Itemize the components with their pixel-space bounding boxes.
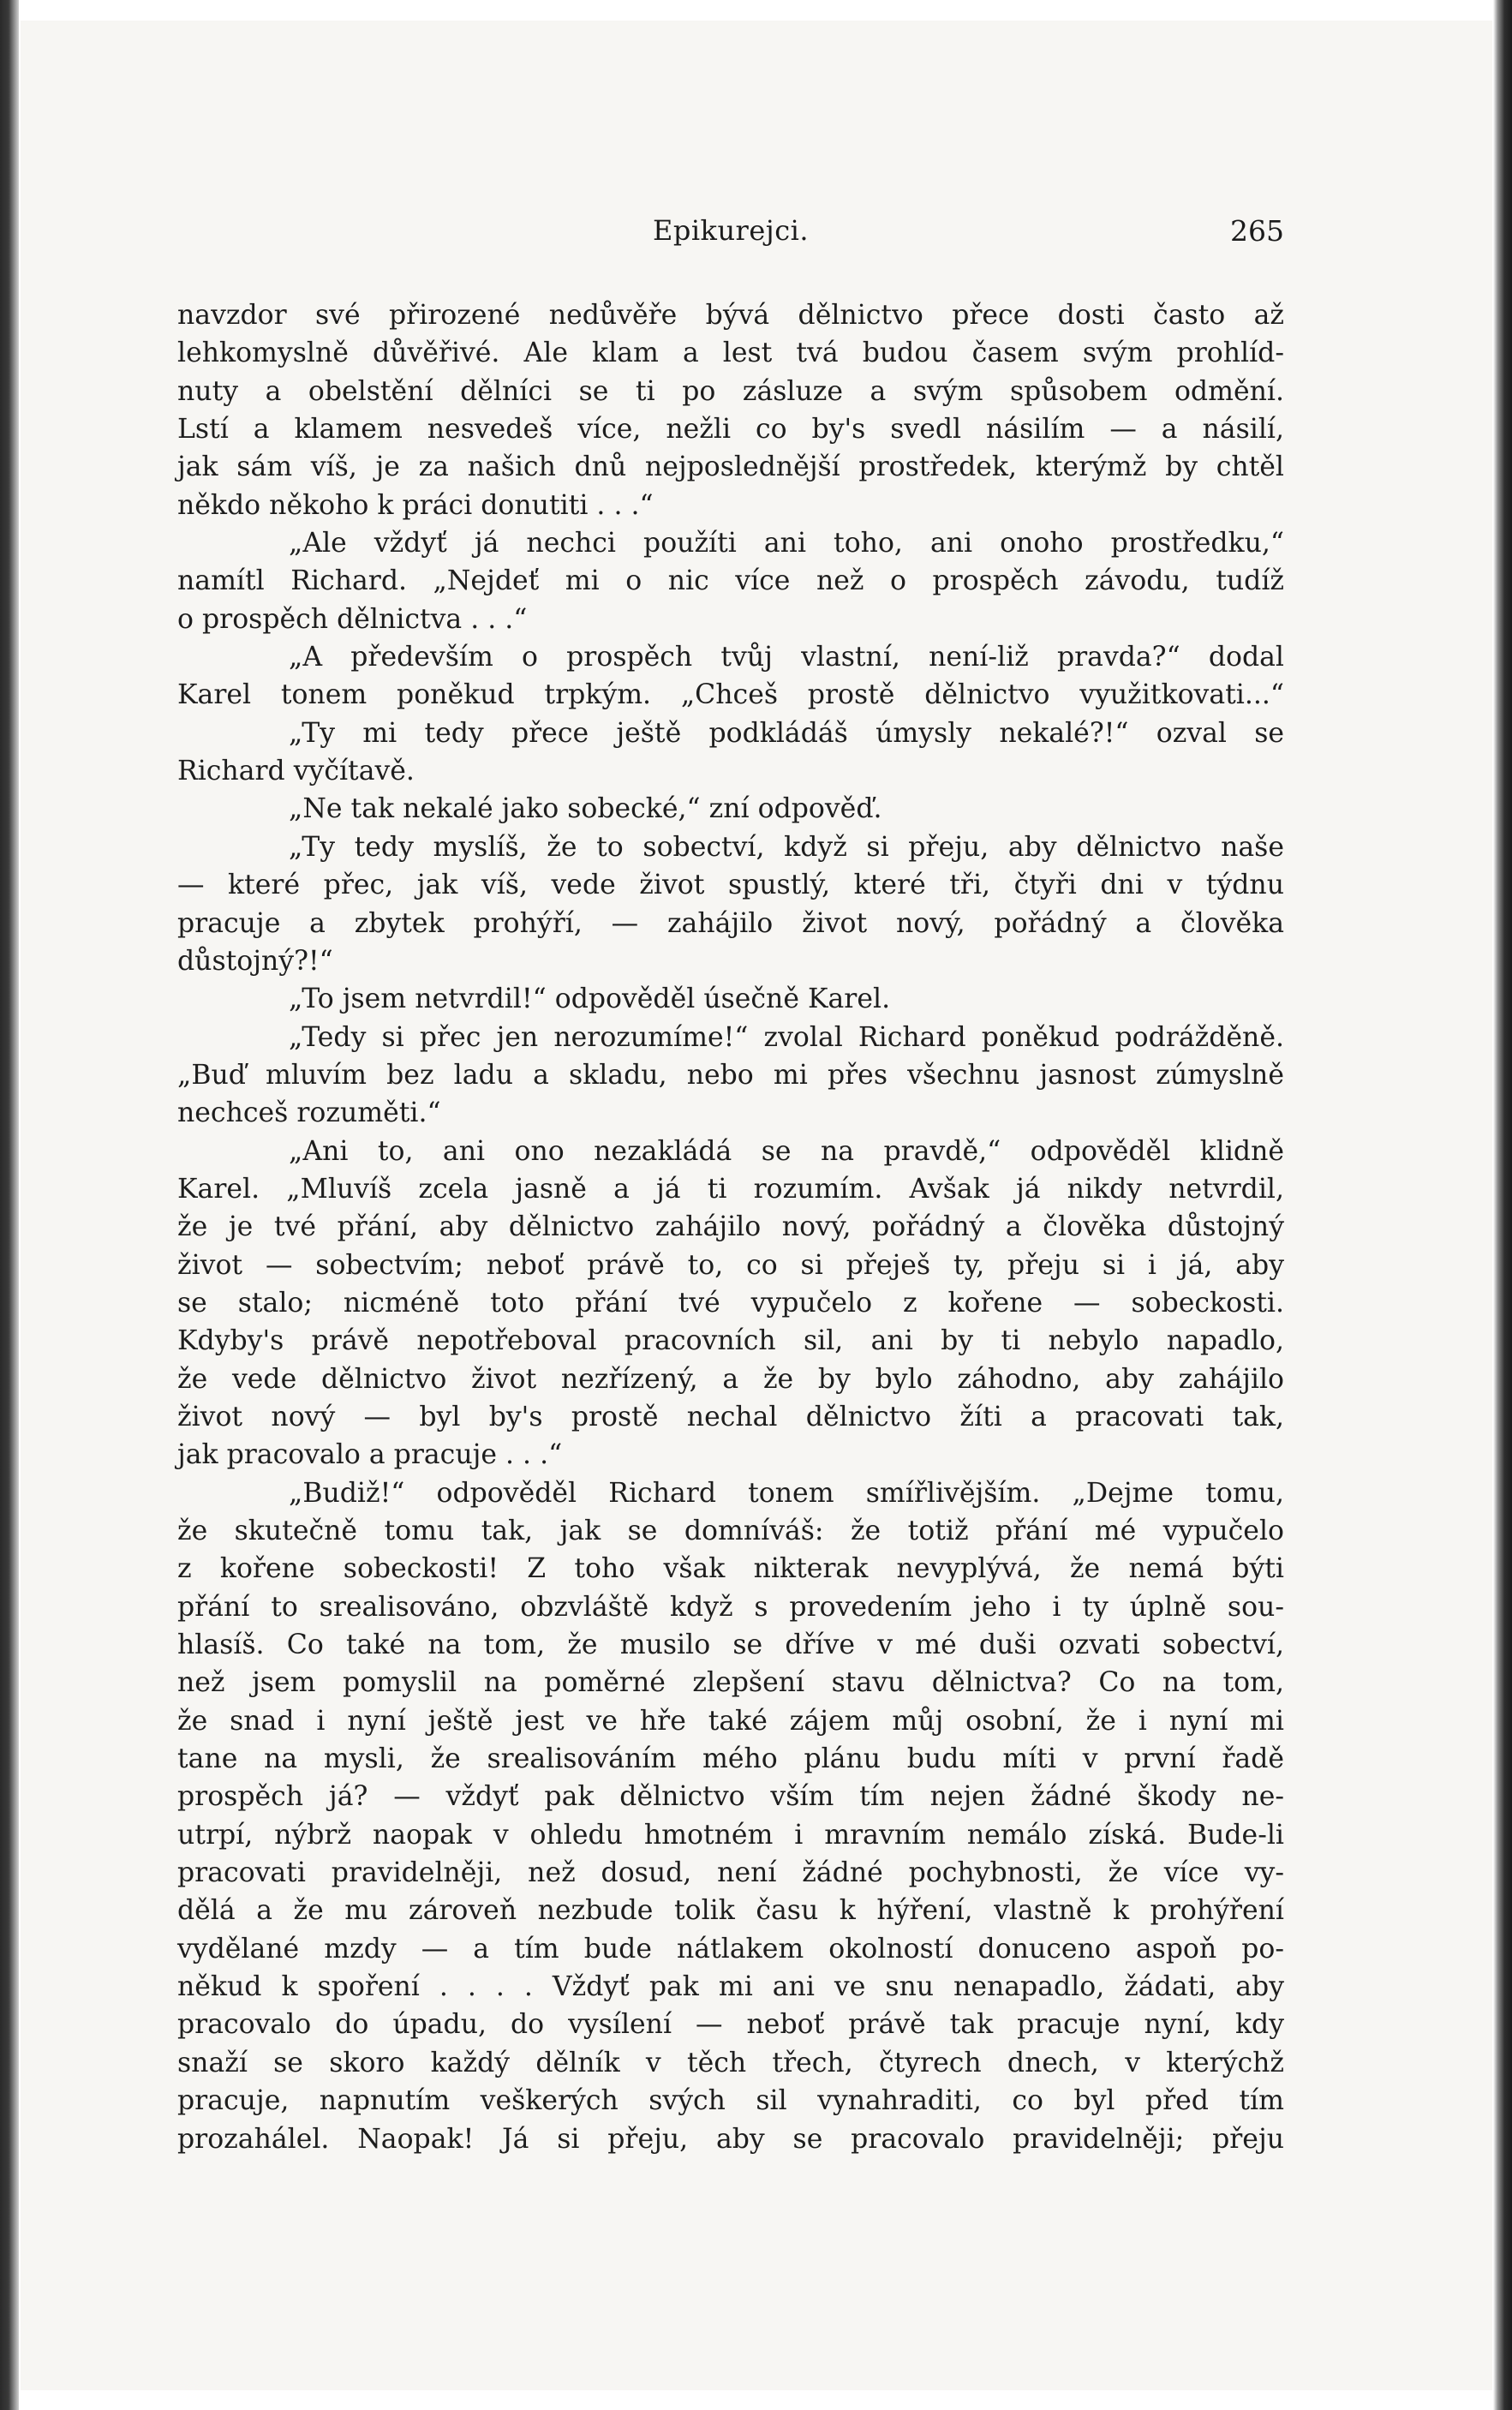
text-line: že vede dělnictvo život nezřízený, a že by bylo záhodno, aby zahájilo [177, 1363, 1284, 1395]
text-line: „A především o prospěch tvůj vlastní, není-liž pravda?“ dodal [289, 642, 1284, 673]
text-line: přání to srealisováno, obzvláště když s provedením jeho i ty úplně sou- [177, 1591, 1284, 1623]
book-spine-shadow [0, 0, 19, 2410]
text-line: se stalo; nicméně toto přání tvé vypučelo z kořene — sobeckosti. [177, 1287, 1284, 1319]
text-line: „Buď mluvím bez ladu a skladu, nebo mi přes všechnu jasnost zúmyslně [177, 1059, 1284, 1091]
text-line: nuty a obelstění dělníci se ti po zásluze a svým spůsobem odmění. [177, 375, 1284, 407]
text-line: „Tedy si přec jen nerozumíme!“ zvolal Richard poněkud podrážděně. [289, 1021, 1284, 1053]
text-line: „Ale vždyť já nechci použíti ani toho, ani onoho prostředku,“ [289, 528, 1284, 559]
text-line: „Budiž!“ odpověděl Richard tonem smířlivějším. „Dejme tomu, [289, 1477, 1284, 1509]
text-line: dělá a že mu zároveň nezbude tolik času k hýření, vlastně k prohýření [177, 1895, 1284, 1927]
text-line: namítl Richard. „Nejdeť mi o nic více než o prospěch závodu, tudíž [177, 565, 1284, 597]
text-line: lehkomyslně důvěřivé. Ale klam a lest tvá budou časem svým prohlíd- [177, 338, 1284, 369]
text-line: že skutečně tomu tak, jak se domníváš: že totiž přání mé vypučelo [177, 1516, 1284, 1546]
text-line: nechceš rozuměti.“ [177, 1097, 441, 1129]
text-line: jak sám víš, je za našich dnů nejposlednější prostředek, kterýmž by chtěl [177, 452, 1284, 483]
text-line: z kořene sobeckosti! Z toho však nikterak nevyplývá, že nemá býti [177, 1553, 1284, 1585]
text-line: život — sobectvím; neboť právě to, co si přeješ ty, přeju si i já, aby [177, 1249, 1284, 1281]
page-header [177, 214, 1284, 266]
page-edge-shadow [1493, 0, 1512, 2410]
text-line: než jsem pomyslil na poměrné zlepšení stavu dělnictva? Co na tom, [177, 1667, 1284, 1699]
text-line: tane na mysli, že srealisováním mého plánu budu míti v první řadě [177, 1743, 1284, 1775]
text-line: prozahálel. Naopak! Já si přeju, aby se pracovalo pravidelněji; přeju [177, 2123, 1284, 2155]
text-line: navzdor své přirozené nedůvěře bývá dělnictvo přece dosti často až [177, 300, 1284, 331]
text-line: že snad i nyní ještě jest ve hře také zájem můj osobní, že i nyní mi [177, 1705, 1284, 1737]
text-line: o prospěch dělnictva . . .“ [177, 603, 528, 635]
text-line: vydělané mzdy — a tím bude nátlakem okolností donuceno aspoň po- [177, 1933, 1284, 1964]
text-line: Karel. „Mluvíš zcela jasně a já ti rozumím. Avšak já nikdy netvrdil, [177, 1173, 1284, 1205]
text-line: prospěch já? — vždyť pak dělnictvo vším tím nejen žádné škody ne- [177, 1781, 1284, 1813]
text-line: — které přec, jak víš, vede život spustlý, které tři, čtyři dni v týdnu [177, 870, 1284, 901]
text-line: pracuje, napnutím veškerých svých sil vynahraditi, co byl před tím [177, 2085, 1284, 2117]
text-line: někdo někoho k práci donutiti . . .“ [177, 489, 654, 521]
text-line: hlasíš. Co také na tom, že musilo se dříve v mé duši ozvati sobectví, [177, 1630, 1284, 1661]
text-line: Lstí a klamem nesvedeš více, nežli co by's svedl násilím — a násilí, [177, 414, 1284, 446]
text-line: snaží se skoro každý dělník v těch třech, čtyrech dnech, v kterýchž [177, 2047, 1284, 2078]
text-line: Karel tonem poněkud trpkým. „Chceš prostě dělnictvo využitkovati...“ [177, 679, 1284, 711]
running-title: Epikurejci. [652, 214, 810, 247]
page-number: 265 [1230, 214, 1284, 248]
text-line: „Ty mi tedy přece ještě podkládáš úmysly nekalé?!“ ozval se [289, 717, 1284, 749]
text-line: život nový — byl by's prostě nechal dělnictvo žíti a pracovati tak, [177, 1401, 1284, 1432]
text-line: pracovati pravidelněji, než dosud, není žádné pochybnosti, že více vy- [177, 1857, 1284, 1889]
text-line: utrpí, nýbrž naopak v ohledu hmotném i mravním nemálo získá. Bude-li [177, 1819, 1284, 1851]
text-line: důstojný?!“ [177, 945, 333, 977]
text-line: pracuje a zbytek prohýří, — zahájilo život nový, pořádný a člověka [177, 907, 1284, 939]
text-line: „Ne tak nekalé jako sobecké,“ zní odpověď. [289, 793, 882, 825]
text-line: „To jsem netvrdil!“ odpověděl úsečně Karel. [289, 984, 891, 1015]
text-line: Kdyby's právě nepotřeboval pracovních sil, ani by ti nebylo napadlo, [177, 1325, 1284, 1357]
text-line: pracovalo do úpadu, do vysílení — neboť právě tak pracuje nyní, kdy [177, 2009, 1284, 2041]
text-line: někud k spoření . . . . Vždyť pak mi ani ve snu nenapadlo, žádati, aby [177, 1971, 1284, 2003]
text-line: jak pracovalo a pracuje . . .“ [177, 1439, 563, 1471]
text-line: „Ty tedy myslíš, že to sobectví, když si přeju, aby dělnictvo naše [289, 831, 1284, 863]
text-line: že je tvé přání, aby dělnictvo zahájilo nový, pořádný a člověka důstojný [177, 1211, 1284, 1243]
text-line: Richard vyčítavě. [177, 756, 415, 787]
text-line: „Ani to, ani ono nezakládá se na pravdě,“ odpověděl klidně [289, 1135, 1284, 1167]
body-text [177, 296, 1284, 2158]
book-page [21, 21, 1492, 2390]
